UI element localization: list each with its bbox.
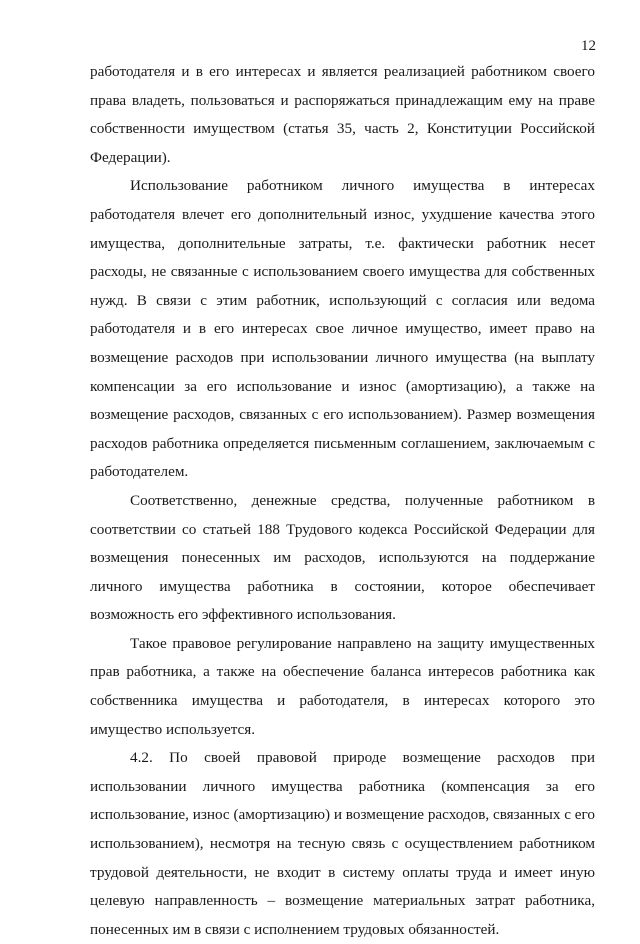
paragraph-compensation-funds: Соответственно, денежные средства, полученные работником в соответствии со статьей 188 Трудового кодекса Российской Федерации для возмещения понесенных им расходов, используются на поддержание личного имущества работника в состоянии, которое обеспечивает возможность его эффективного использования. xyxy=(90,491,595,624)
paragraph-continued: работодателя и в его интересах и является реализацией работником своего права владеть, пользоваться и распоряжаться принадлежащим ему на праве собственности имуществом (статья 35, часть 2, Конституции Российской Федерации). xyxy=(90,63,595,166)
paragraph-legal-regulation: Такое правовое регулирование направлено на защиту имущественных прав работника, а также на обеспечение баланса интересов работника как собственника имущества и работодателя, в интересах которого это имущество используется. xyxy=(90,634,595,738)
paragraph-section-4-2: 4.2. По своей правовой природе возмещение расходов при использовании личного имущества работника (компенсация за его использование, износ (амортизацию) и возмещение расходов, связанных с его использованием), несмотря на тесную связь с осуществлением работником трудовой деятельности, не входит в систему оплаты труда и имеет иную целевую направленность – возмещение материальных затрат работника, понесенных им в связи с исполнением трудовых обязанностей. xyxy=(90,749,595,938)
page-number: 12 xyxy=(581,38,596,54)
paragraph-personal-property-use: Использование работником личного имущества в интересах работодателя влечет его дополнительный износ, ухудшение качества этого имущества, дополнительные затраты, т.е. фактически работник несет расходы, не связанные с использованием своего имущества для собственных нужд. В связи с этим работник, использующий с согласия или ведома работодателя и в его интересах свое личное имущество, имеет право на возмещение расходов при использовании личного имущества (на выплату компенсации за его использование и износ (амортизацию), а также на возмещение расходов, связанных с его использованием). Размер возмещения расходов работника определяется письменным соглашением, заключаемым с работодателем. xyxy=(90,177,595,481)
document-body xyxy=(90,58,595,944)
